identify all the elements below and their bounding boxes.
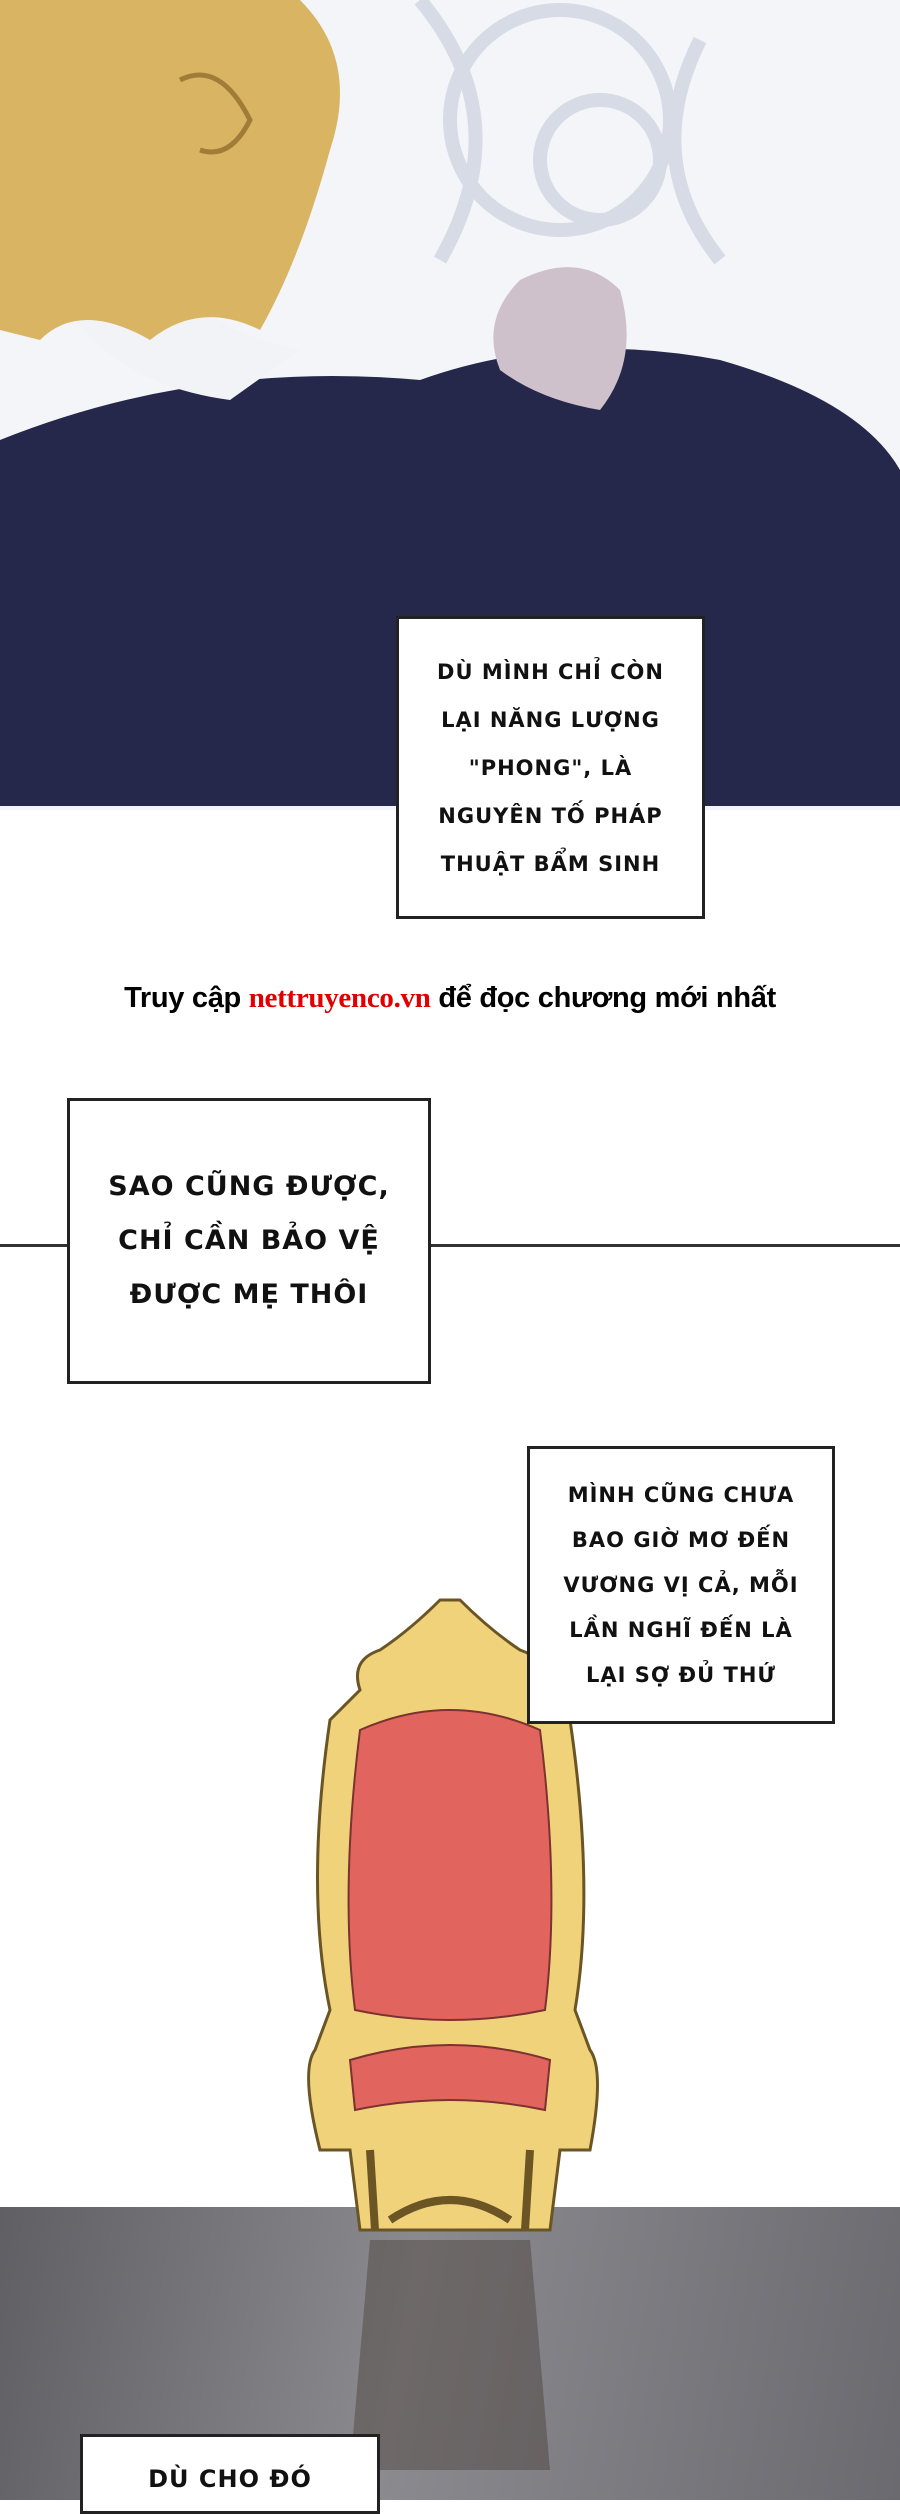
banner-suffix: để đọc chương mới nhất [430, 982, 776, 1014]
caption-box-3 [527, 1446, 835, 1724]
illustration-throne-chair [290, 1590, 610, 2490]
caption-box-2 [67, 1098, 431, 1384]
caption-box-4 [80, 2434, 380, 2514]
banner-prefix: Truy cập [124, 982, 249, 1014]
caption-box-1 [396, 616, 705, 919]
promo-banner [0, 982, 900, 1015]
caption-text: DÙ MÌNH CHỈ CÒN LẠI NĂNG LƯỢNG "PHONG", LÀ NGUYÊN TỐ PHÁP THUẬT BẨM SINH [437, 659, 664, 876]
banner-site-link[interactable]: nettruyenco.vn [248, 982, 431, 1014]
caption-text: MÌNH CŨNG CHƯA BAO GIỜ MƠ ĐẾN VƯƠNG VỊ CẢ, MỖI LẦN NGHĨ ĐẾN LÀ LẠI SỢ ĐỦ THỨ [563, 1482, 799, 1687]
caption-text: DÙ CHO ĐÓ [148, 2465, 312, 2493]
caption-text: SAO CŨNG ĐƯỢC, CHỈ CẦN BẢO VỆ ĐƯỢC MẸ THÔI [108, 1171, 390, 1310]
